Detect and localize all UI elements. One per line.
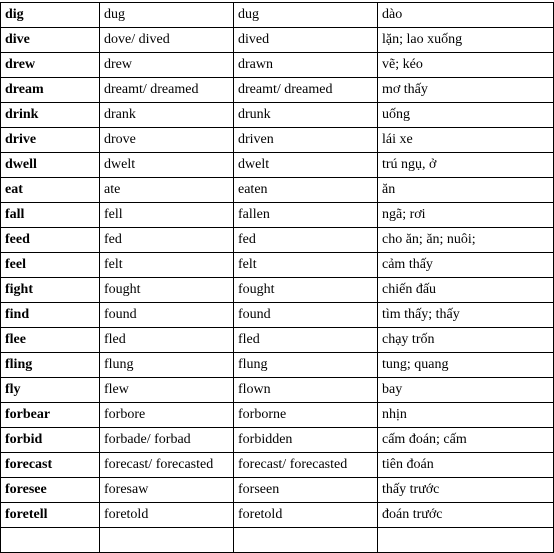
table-body [1,3,554,553]
meaning-cell: dào [378,3,554,28]
base-form-cell: drive [1,128,100,153]
past-simple-cell: forbore [100,403,234,428]
past-simple-cell: drove [100,128,234,153]
base-form-cell: eat [1,178,100,203]
past-participle-cell: driven [234,128,378,153]
table-row [1,503,554,528]
past-simple-cell: fell [100,203,234,228]
meaning-cell: lặn; lao xuống [378,28,554,53]
past-simple-cell: ate [100,178,234,203]
past-simple-cell: forecast/ forecasted [100,453,234,478]
meaning-cell: tìm thấy; thấy [378,303,554,328]
base-form-cell: flee [1,328,100,353]
base-form-cell: dwell [1,153,100,178]
meaning-cell: chiến đấu [378,278,554,303]
meaning-cell: ăn [378,178,554,203]
past-participle-cell: drunk [234,103,378,128]
past-participle-cell [234,528,378,553]
table-row [1,128,554,153]
past-participle-cell: flown [234,378,378,403]
table-row [1,103,554,128]
meaning-cell: cho ăn; ăn; nuôi; [378,228,554,253]
table-row [1,328,554,353]
meaning-cell: uống [378,103,554,128]
meaning-cell: tiên đoán [378,453,554,478]
meaning-cell: nhịn [378,403,554,428]
meaning-cell: trú ngụ, ở [378,153,554,178]
past-simple-cell: found [100,303,234,328]
table-row [1,78,554,103]
meaning-cell [378,528,554,553]
base-form-cell [1,528,100,553]
past-participle-cell: forbidden [234,428,378,453]
past-simple-cell: drew [100,53,234,78]
meaning-cell: thấy trước [378,478,554,503]
past-simple-cell: dug [100,3,234,28]
past-simple-cell: fought [100,278,234,303]
past-simple-cell: foretold [100,503,234,528]
meaning-cell: cấm đoán; cấm [378,428,554,453]
base-form-cell: foresee [1,478,100,503]
table-row [1,53,554,78]
past-simple-cell: dwelt [100,153,234,178]
table-row [1,428,554,453]
past-participle-cell: dwelt [234,153,378,178]
past-participle-cell: dug [234,3,378,28]
meaning-cell: cảm thấy [378,253,554,278]
table-row [1,278,554,303]
past-participle-cell: fed [234,228,378,253]
past-participle-cell: drawn [234,53,378,78]
base-form-cell: find [1,303,100,328]
meaning-cell: lái xe [378,128,554,153]
base-form-cell: dive [1,28,100,53]
past-simple-cell: flew [100,378,234,403]
past-simple-cell: foresaw [100,478,234,503]
meaning-cell: vẽ; kéo [378,53,554,78]
base-form-cell: foretell [1,503,100,528]
meaning-cell: tung; quang [378,353,554,378]
past-simple-cell: flung [100,353,234,378]
base-form-cell: fling [1,353,100,378]
base-form-cell: forbear [1,403,100,428]
table-row [1,378,554,403]
base-form-cell: dream [1,78,100,103]
meaning-cell: chạy trốn [378,328,554,353]
table-row [1,28,554,53]
base-form-cell: forbid [1,428,100,453]
past-participle-cell: fled [234,328,378,353]
past-participle-cell: eaten [234,178,378,203]
past-simple-cell: dreamt/ dreamed [100,78,234,103]
past-simple-cell: fled [100,328,234,353]
table-row [1,3,554,28]
base-form-cell: fly [1,378,100,403]
table-row [1,453,554,478]
meaning-cell: ngã; rơi [378,203,554,228]
past-simple-cell: felt [100,253,234,278]
table-row [1,478,554,503]
meaning-cell: bay [378,378,554,403]
table-row [1,303,554,328]
base-form-cell: drew [1,53,100,78]
past-participle-cell: forborne [234,403,378,428]
base-form-cell: feel [1,253,100,278]
irregular-verbs-table [0,2,554,553]
base-form-cell: dig [1,3,100,28]
past-participle-cell: flung [234,353,378,378]
table-row [1,528,554,553]
table-row [1,403,554,428]
base-form-cell: drink [1,103,100,128]
past-simple-cell: fed [100,228,234,253]
past-simple-cell: drank [100,103,234,128]
past-participle-cell: forecast/ forecasted [234,453,378,478]
table-row [1,228,554,253]
past-simple-cell: forbade/ forbad [100,428,234,453]
base-form-cell: feed [1,228,100,253]
base-form-cell: forecast [1,453,100,478]
past-participle-cell: foretold [234,503,378,528]
past-participle-cell: found [234,303,378,328]
past-simple-cell: dove/ dived [100,28,234,53]
base-form-cell: fight [1,278,100,303]
table-row [1,253,554,278]
table-row [1,203,554,228]
meaning-cell: đoán trước [378,503,554,528]
table-row [1,353,554,378]
past-participle-cell: forseen [234,478,378,503]
table-row [1,153,554,178]
past-participle-cell: dived [234,28,378,53]
table-row [1,178,554,203]
base-form-cell: fall [1,203,100,228]
past-participle-cell: fought [234,278,378,303]
meaning-cell: mơ thấy [378,78,554,103]
past-participle-cell: dreamt/ dreamed [234,78,378,103]
past-participle-cell: fallen [234,203,378,228]
past-participle-cell: felt [234,253,378,278]
past-simple-cell [100,528,234,553]
